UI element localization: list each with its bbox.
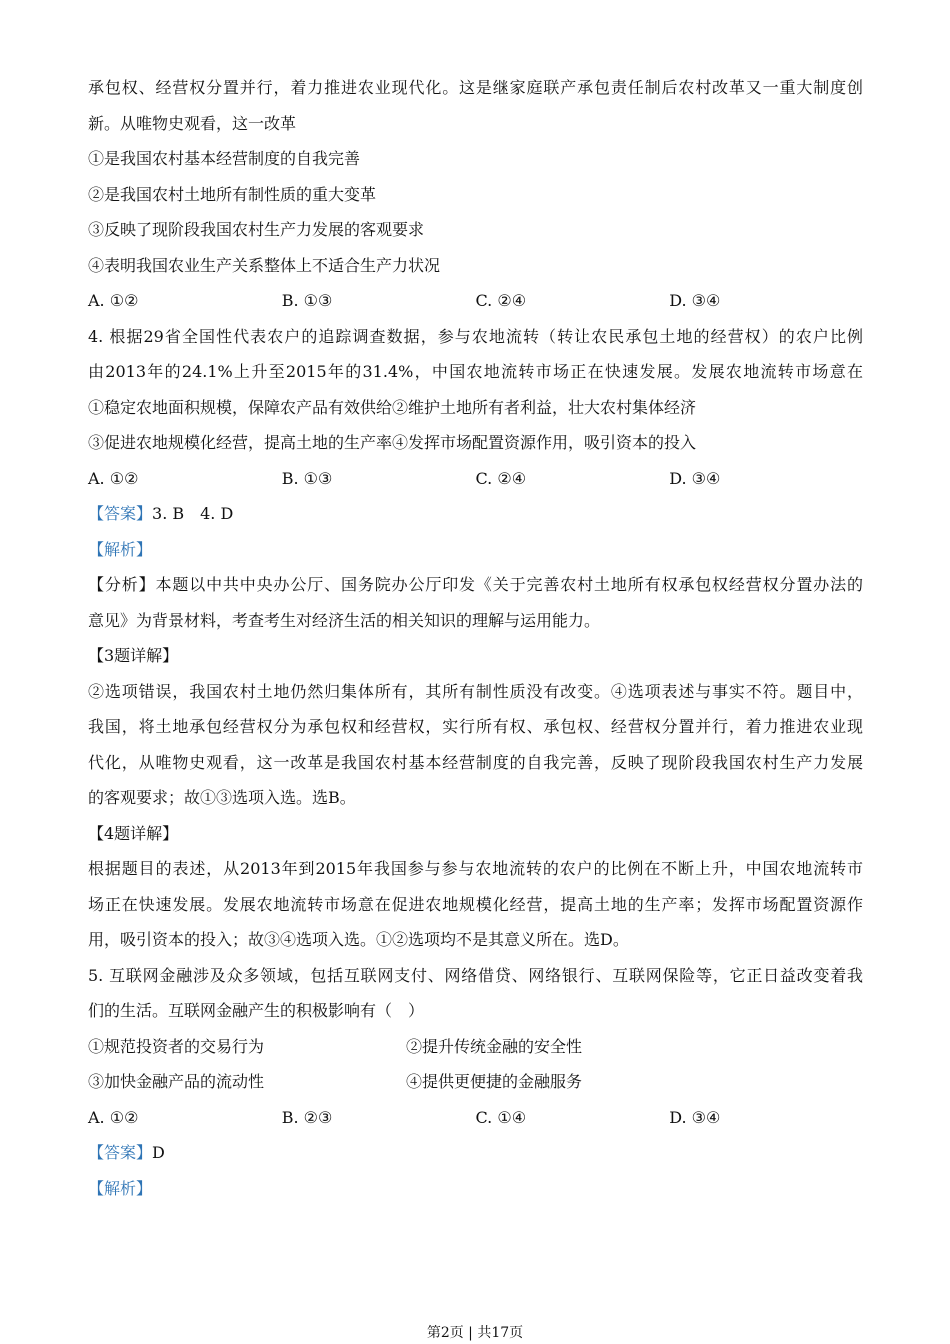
q5-text: 们的生活。互联网金融产生的积极影响有（ ）: [88, 1001, 425, 1020]
q3-item: ①是我国农村基本经营制度的自我完善: [88, 149, 361, 168]
option-d: D. ③④: [669, 291, 721, 310]
q5-options: [88, 1100, 863, 1136]
detail4-text: 用，吸引资本的投入；故③④选项入选。①②选项均不是其意义所在。选D。: [88, 930, 629, 949]
page-footer: 第2页 | 共17页: [426, 1325, 524, 1341]
q5-items: [88, 1064, 863, 1100]
option-d: D. ③④: [669, 468, 721, 488]
q3-text: 承包权、经营权分置并行，着力推进农业现代化。这是继家庭联产承包责任制后农村改革又一重大制度创: [88, 78, 863, 97]
option-a: A. ①②: [88, 468, 139, 488]
q4-item: ①稳定农地面积规模，保障农产品有效供给②维护土地所有者利益，壮大农村集体经济: [88, 397, 697, 417]
detail3-title: 【3题详解】: [88, 646, 179, 665]
detail3-text: 我国，将土地承包经营权分为承包权和经营权，实行所有权、承包权、经营权分置并行，着力推进农业现: [88, 717, 863, 736]
analysis-label: 【解析】: [88, 539, 153, 559]
q3-item: ②是我国农村土地所有制性质的重大变革: [88, 184, 377, 204]
q3-text: 新。从唯物史观看，这一改革: [88, 113, 297, 133]
detail4-text: 根据题目的表述，从2013年到2015年我国参与参与农地流转的农户的比例在不断上升，中国农地流转市: [88, 859, 863, 878]
q5-item: ①规范投资者的交易行为: [88, 1036, 265, 1056]
q5-text: 5. 互联网金融涉及众多领域，包括互联网支付、网络借贷、网络银行、互联网保险等，它正日益改变着我: [88, 965, 863, 985]
detail3-text: ②选项错误，我国农村土地仍然归集体所有，其所有制性质没有改变。④选项表述与事实不符。题目中，: [88, 681, 863, 701]
q4-text: 由2013年的24.1%上升至2015年的31.4%，中国农地流转市场正在快速发展。发展农地流转市场意在: [88, 362, 863, 381]
detail4-title: 【4题详解】: [88, 823, 179, 843]
q3-item: ④表明我国农业生产关系整体上不适合生产力状况: [88, 255, 441, 275]
q4-item: ③促进农地规模化经营，提高土地的生产率④发挥市场配置资源作用，吸引资本的投入: [88, 433, 697, 452]
answer-label: 【答案】: [88, 504, 153, 523]
option-a: A. ①②: [88, 291, 139, 310]
option-d: D. ③④: [669, 1107, 721, 1127]
analysis-label: 【解析】: [88, 1178, 153, 1198]
q3-item: ③反映了现阶段我国农村生产力发展的客观要求: [88, 220, 425, 239]
option-c: C. ②④: [475, 468, 527, 488]
answer-value: D: [152, 1143, 165, 1162]
answer-label: 【答案】: [88, 1143, 153, 1162]
option-a: A. ①②: [88, 1107, 139, 1127]
option-b: B. ①③: [281, 291, 333, 310]
fenxi-text: 意见》为背景材料，考查考生对经济生活的相关知识的理解与运用能力。: [88, 610, 601, 630]
answer-line: [88, 1135, 863, 1171]
q5-item: ③加快金融产品的流动性: [88, 1072, 265, 1091]
option-c: C. ②④: [475, 291, 527, 310]
fenxi-text: 【分析】本题以中共中央办公厅、国务院办公厅印发《关于完善农村土地所有权承包权经营权分置办法的: [88, 575, 863, 594]
q4-options: [88, 461, 863, 497]
option-c: C. ①④: [475, 1107, 527, 1127]
answer-value: 3. B 4. D: [152, 504, 234, 523]
detail3-text: 的客观要求；故①③选项入选。选B。: [88, 788, 356, 807]
detail4-text: 场正在快速发展。发展农地流转市场意在促进农地规模化经营，提高土地的生产率；发挥市场配置资源作: [88, 894, 863, 914]
q5-item: ②提升传统金融的安全性: [406, 1036, 583, 1056]
q4-text: 4. 根据29省全国性代表农户的追踪调查数据，参与农地流转（转让农民承包土地的经营权）的农户比例: [88, 326, 863, 346]
detail3-text: 代化，从唯物史观看，这一改革是我国农村基本经营制度的自我完善，反映了现阶段我国农村生产力发展: [88, 752, 863, 772]
q5-items: [88, 1029, 863, 1065]
q3-options: [88, 283, 863, 319]
option-b: B. ②③: [281, 1107, 333, 1127]
q5-item: ④提供更便捷的金融服务: [406, 1072, 583, 1091]
page-content: [88, 70, 863, 1206]
answer-line: [88, 496, 863, 532]
option-b: B. ①③: [281, 468, 333, 488]
